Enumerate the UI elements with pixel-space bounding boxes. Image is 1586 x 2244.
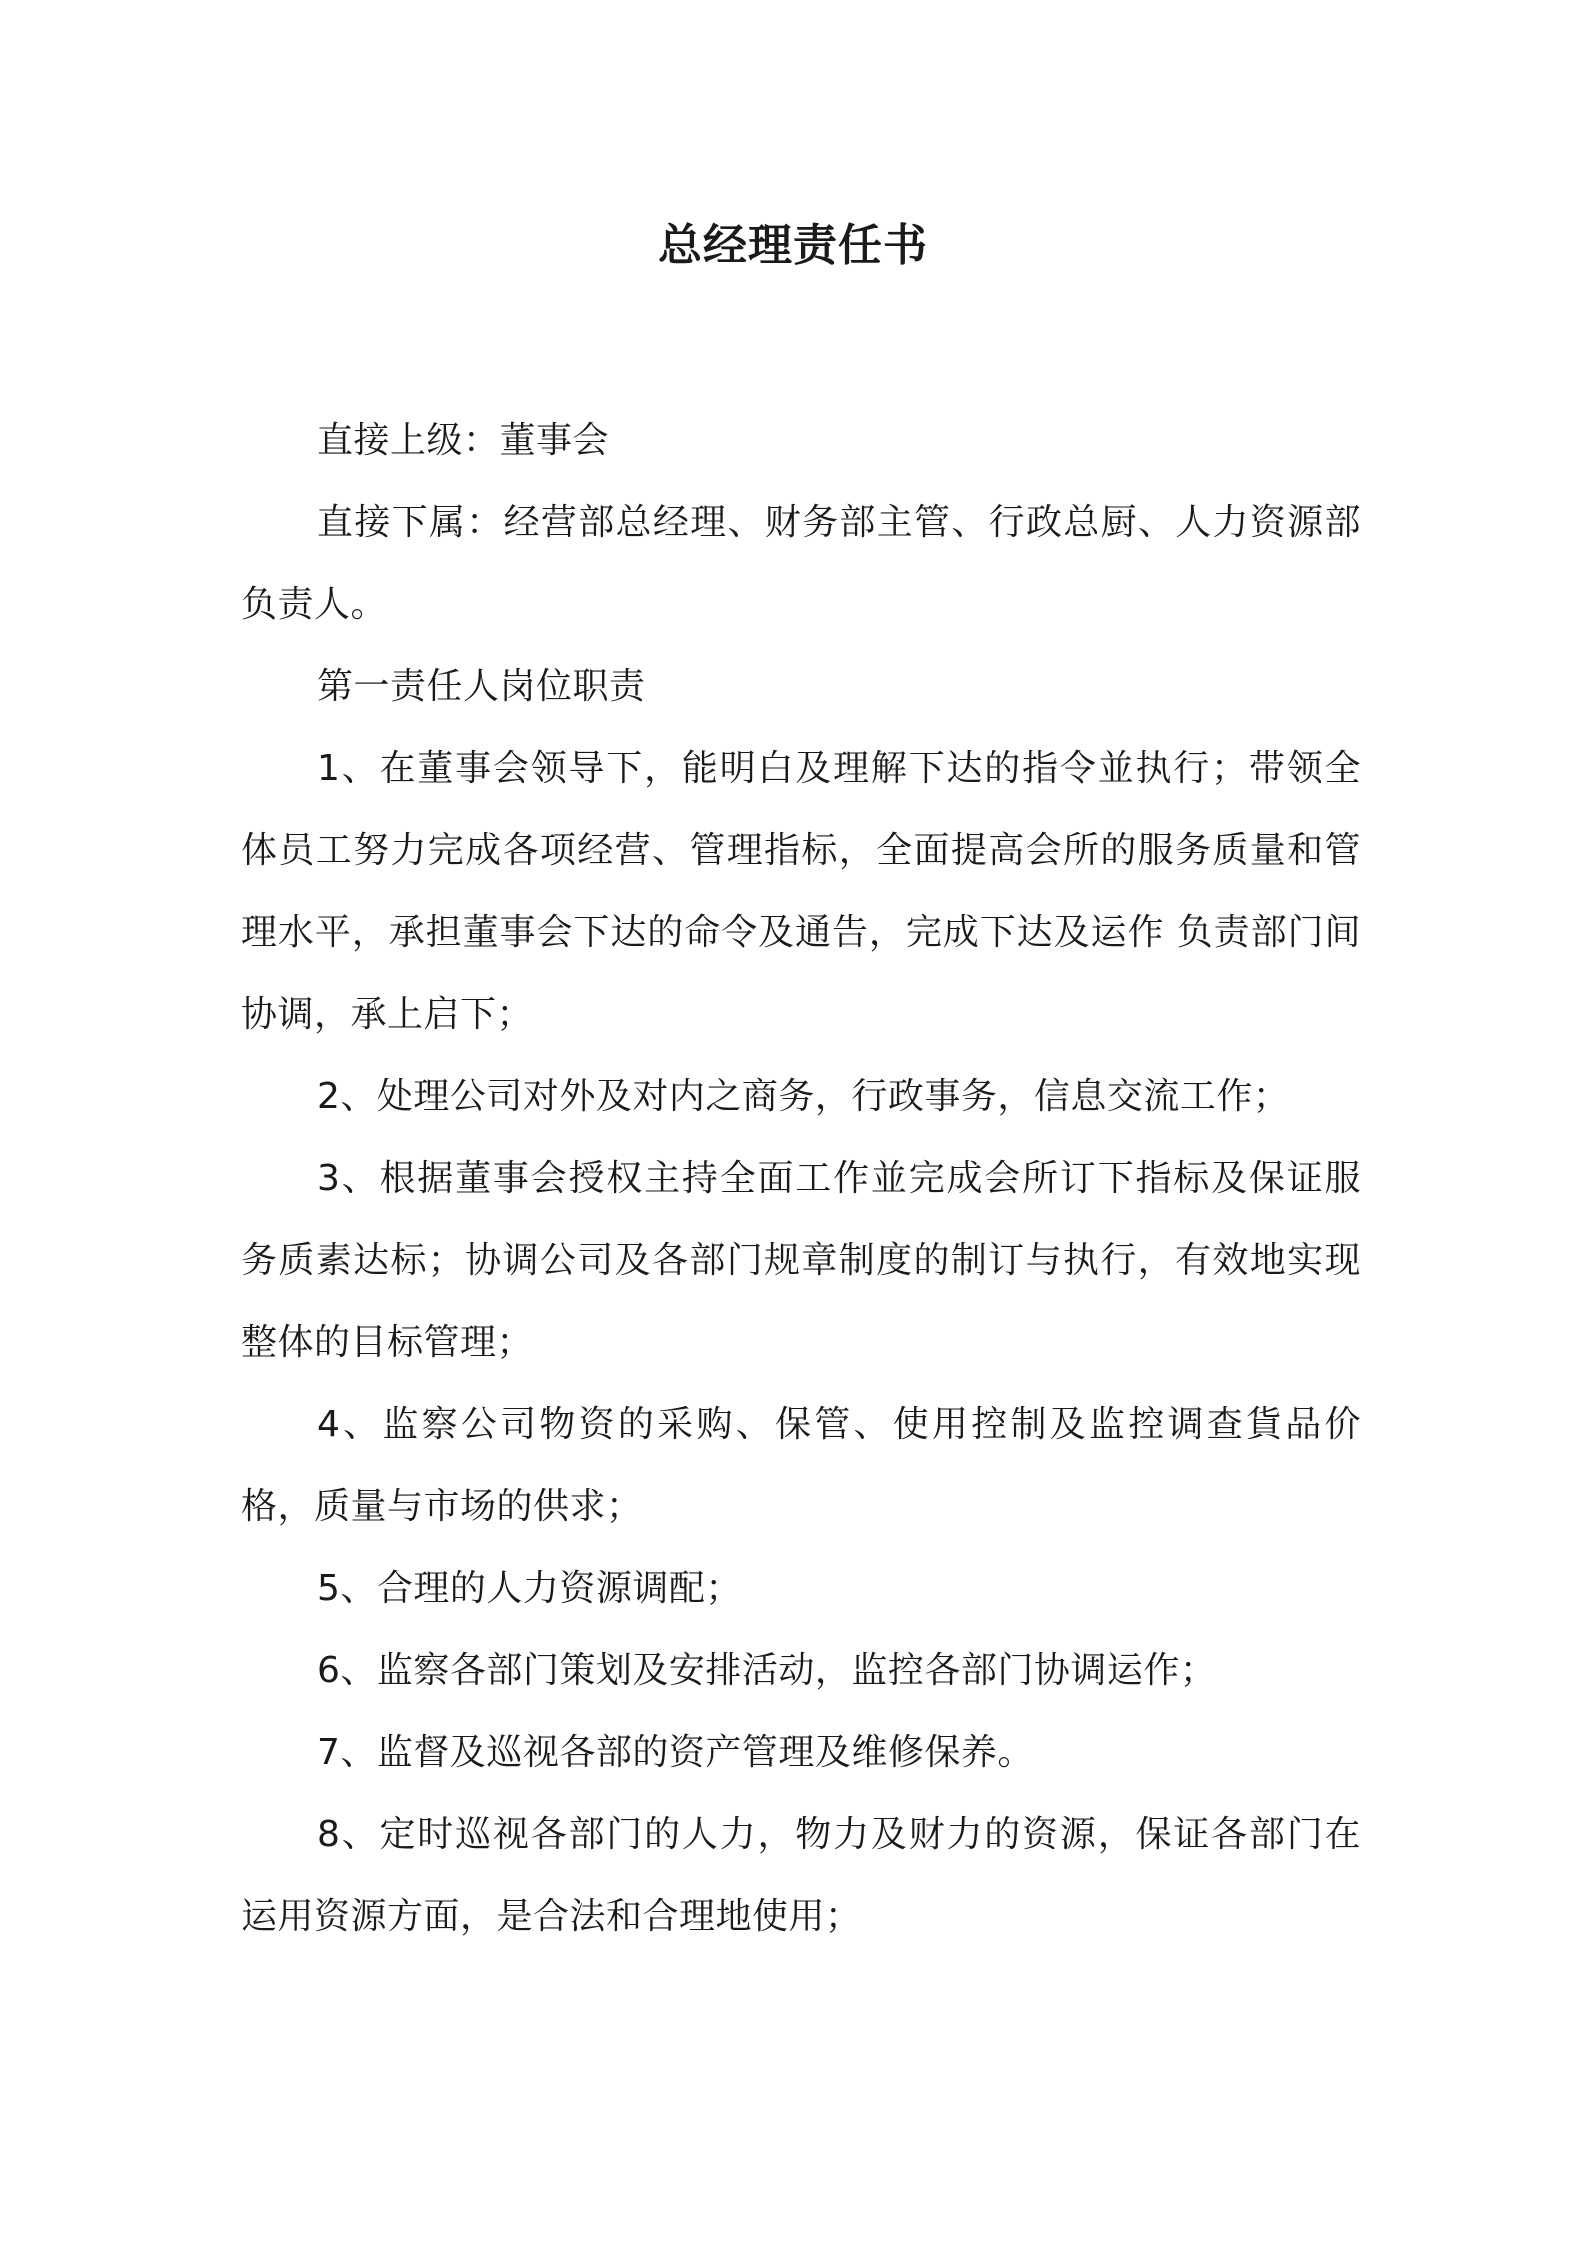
paragraph-direct-subordinates: 直接下属：经营部总经理、财务部主管、行政总厨、人力资源部负责人。 bbox=[241, 502, 1361, 625]
paragraph-duty-7: 7、监督及巡视各部的资产管理及维修保养。 bbox=[317, 1732, 1034, 1773]
document-title: 总经理责任书 bbox=[658, 220, 928, 271]
paragraph-duty-4: 4、监察公司物资的采购、保管、使用控制及监控调查貨品价格，质量与市场的供求； bbox=[241, 1404, 1361, 1527]
paragraph-duty-5: 5、合理的人力资源调配； bbox=[317, 1568, 742, 1609]
paragraph-duty-1: 1、在董事会领导下，能明白及理解下达的指令並执行；带领全体员工努力完成各项经营、管理指标，全面提高会所的服务质量和管理水平，承担董事会下达的命令及通告，完成下达及运作 负责部门间协调，承上启下； bbox=[241, 748, 1361, 1035]
paragraph-duty-6: 6、监察各部门策划及安排活动，监控各部门协调运作； bbox=[317, 1650, 1217, 1691]
paragraph-duty-2: 2、处理公司对外及对内之商务，行政事务，信息交流工作； bbox=[317, 1076, 1290, 1117]
paragraph-direct-superior: 直接上级：董事会 bbox=[317, 420, 610, 461]
paragraph-duty-3: 3、根据董事会授权主持全面工作並完成会所订下指标及保证服务质素达标；协调公司及各部门规章制度的制订与执行，有效地实现整体的目标管理； bbox=[241, 1158, 1361, 1363]
document-body bbox=[241, 400, 1361, 1958]
paragraph-section-heading: 第一责任人岗位职责 bbox=[317, 666, 646, 707]
paragraph-duty-8: 8、定时巡视各部门的人力，物力及财力的资源，保证各部门在运用资源方面，是合法和合理地使用； bbox=[241, 1814, 1361, 1937]
